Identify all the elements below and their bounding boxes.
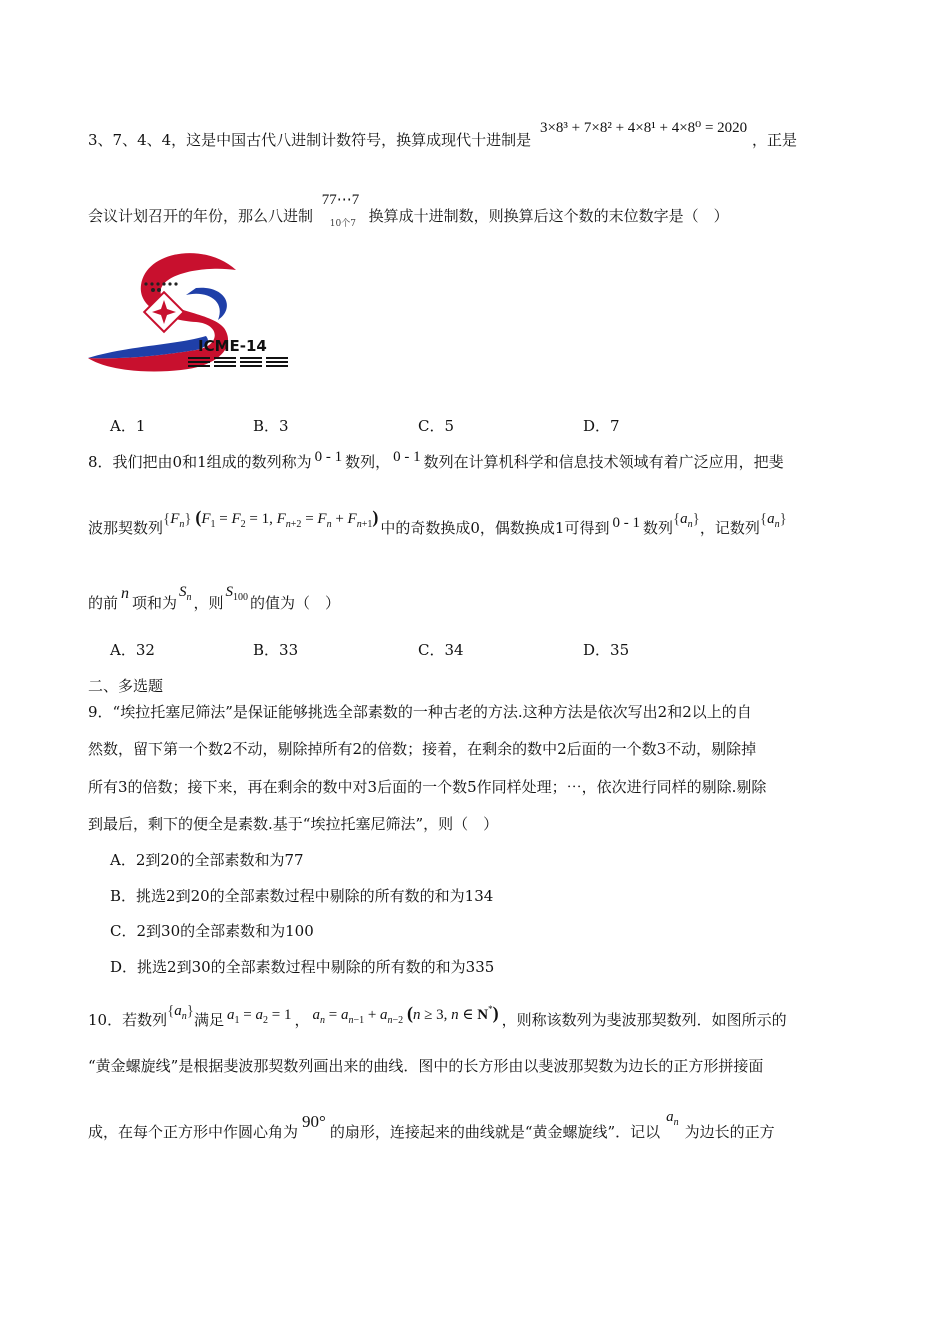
q8-sn-var: $S_n$ — [179, 584, 192, 603]
q10-line1-d: ，则称该数列为斐波那契数列．如图所示的 — [501, 1011, 787, 1029]
q8-n-var: n — [121, 585, 130, 602]
q8-option-a[interactable]: A．32 — [110, 641, 155, 659]
q8-an-sequence-2: $\{a_n\}$ — [759, 511, 787, 530]
q10-angle: 90° — [302, 1112, 326, 1131]
q9-option-c[interactable]: C．2到30的全部素数和为100 — [110, 922, 314, 940]
icme-14-logo — [86, 250, 291, 375]
q8-line3-a: 的前 — [88, 594, 119, 612]
q9-option-d[interactable]: D．挑选2到30的全部素数过程中剔除的所有数的和为335 — [110, 958, 495, 976]
q10-line1-c: ， — [294, 1011, 310, 1029]
q9-option-a[interactable]: A．2到20的全部素数和为77 — [110, 851, 304, 869]
logo-text: ICME-14 — [198, 337, 267, 355]
q8-zero-one-3: 0 - 1 — [612, 515, 640, 531]
q8-line-2 — [88, 507, 787, 546]
q9-line-3: 所有3的倍数；接下来，再在剩余的数中对3后面的一个数5作同样处理；⋯，依次进行同样的剔除.剔除 — [88, 778, 767, 796]
q8-s100-var: $S_{100}$ — [225, 584, 249, 603]
q8-line2-e: ，记数列 — [699, 519, 760, 537]
q7-line1-text: 3、7、4、4，这是中国古代八进制计数符号，换算成现代十进制是 — [88, 131, 532, 149]
q10-line-3 — [88, 1109, 775, 1150]
q7-line1-formula: 3×8³ + 7×8² + 4×8¹ + 4×8⁰ = 2020 — [539, 120, 748, 136]
q7-option-c[interactable]: C．5 — [418, 417, 455, 435]
q10-recurrence: $a_n = a_{n-1} + a_{n-2}$ (n ≥ 3, n ∈ N*) — [312, 1003, 499, 1026]
q7-octal-top: 77⋯7 — [321, 192, 360, 208]
q10-line1-b: 满足 — [194, 1011, 225, 1029]
q7-line-1 — [88, 120, 797, 152]
q10-line-1 — [88, 1004, 787, 1038]
q8-option-d[interactable]: D．35 — [583, 641, 630, 659]
q10-initial-condition: $a_1 = a_2 = 1$ — [227, 1007, 292, 1026]
q9-line-2: 然数，留下第一个数2不动，剔除掉所有2的倍数；接着，在剩余的数中2后面的一个数3不动，剔除掉 — [88, 740, 757, 758]
q8-line2-d: 数列 — [642, 519, 673, 537]
q8-line2-b: 中的奇数换成0，偶数换成1可得到 — [380, 519, 610, 537]
q8-option-b[interactable]: B．33 — [253, 641, 299, 659]
q8-line1-a: 8．我们把由0和1组成的数列称为 — [88, 453, 312, 471]
q8-line3-c: ，则 — [193, 594, 224, 612]
q8-line-1 — [88, 451, 784, 474]
q7-option-a[interactable]: A．1 — [110, 417, 146, 435]
q10-an-sequence: $\{a_n\}$ — [167, 1003, 194, 1022]
q8-option-c[interactable]: C．34 — [418, 641, 464, 659]
q7-line1-tail: ，正是 — [751, 131, 797, 149]
q10-an-var: $a_n$ — [666, 1109, 679, 1128]
q8-zero-one-2: 0 - 1 — [393, 449, 421, 465]
q10-line3-a: 成，在每个正方形中作圆心角为 — [88, 1123, 299, 1141]
q7-option-d[interactable]: D．7 — [583, 417, 620, 435]
section-title: 二、多选题 — [88, 677, 164, 695]
q9-option-b[interactable]: B．挑选2到20的全部素数过程中剔除的所有数的和为134 — [110, 887, 494, 905]
q10-line-2: “黄金螺旋线”是根据斐波那契数列画出来的曲线．图中的长方形由以斐波那契数为边长的正方形拼接面 — [88, 1057, 764, 1075]
logo-trigrams — [188, 357, 288, 367]
q9-line-4: 到最后，剩下的便全是素数.基于“埃拉托塞尼筛法”，则（ ） — [88, 815, 499, 833]
q8-line1-e: 数列在计算机科学和信息技术领域有着广泛应用，把斐 — [423, 453, 784, 471]
q7-line-2 — [88, 192, 729, 229]
q7-octal-bottom: 10个7 — [329, 219, 356, 229]
q7-line2-tail: 换算成十进制数，则换算后这个数的末位数字是（ ） — [368, 207, 729, 225]
q7-option-b[interactable]: B．3 — [253, 417, 289, 435]
q7-line2-text: 会议计划召开的年份，那么八进制 — [88, 207, 314, 225]
q8-line1-c: 数列， — [345, 453, 391, 471]
q9-line-1: 9．“埃拉托塞尼筛法”是保证能够挑选全部素数的一种古老的方法.这种方法是依次写出2和2以上的自 — [88, 703, 752, 721]
q8-line2-a: 波那契数列 — [88, 519, 164, 537]
q8-line3-d: 的值为（ ） — [250, 594, 341, 612]
q8-zero-one-1: 0 - 1 — [314, 449, 343, 465]
q10-line3-c: 的扇形，连接起来的曲线就是“黄金螺旋线”．记以 — [329, 1123, 661, 1141]
q10-line3-d: 为边长的正方 — [684, 1123, 775, 1141]
q7-octal-formula — [318, 192, 364, 229]
q10-line1-a: 10．若数列 — [88, 1011, 168, 1029]
q8-an-sequence-1: $\{a_n\}$ — [672, 511, 700, 530]
q8-line3-b: 项和为 — [132, 594, 178, 612]
q8-line-3 — [88, 584, 341, 621]
q8-fn-sequence: $\{F_n\} (F_1 = F_2 = 1$, $F_{n+2} = F_n + F_{n+1}$) — [163, 507, 379, 530]
